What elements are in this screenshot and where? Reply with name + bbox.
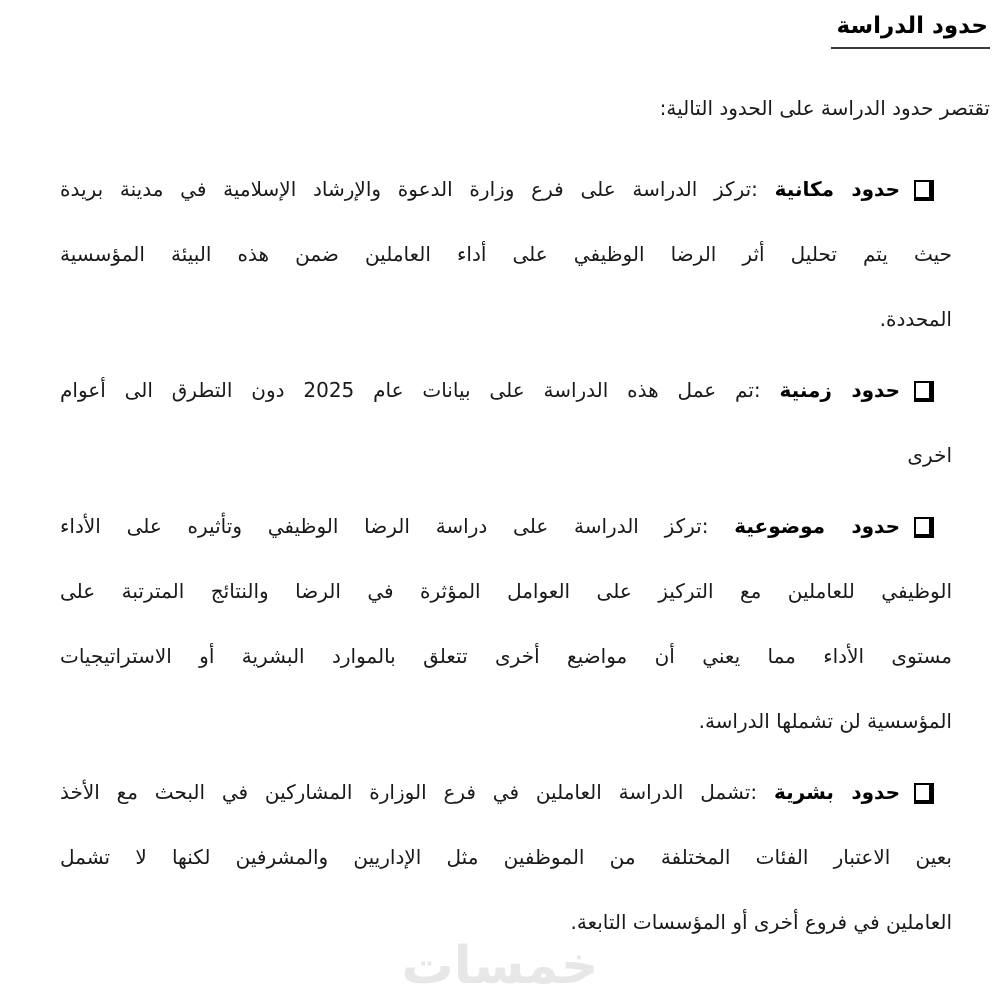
item-heading: حدود بشرية — [773, 780, 901, 804]
limitations-list — [60, 157, 952, 955]
list-item — [60, 358, 952, 488]
item-body-text: :تركز الدراسة على فرع وزارة الدعوة والإرشاد الإسلامية في مدينة بريدة — [60, 177, 758, 201]
square-bullet-icon — [914, 783, 934, 804]
list-item — [60, 157, 952, 352]
item-body-text: :تشمل الدراسة العاملين في فرع الوزارة المشاركين في البحث مع الأخذ — [60, 780, 758, 804]
item-heading: حدود موضوعية — [734, 514, 901, 538]
item-line: المؤسسية لن تشملها الدراسة. — [698, 709, 952, 733]
item-first-line — [60, 494, 952, 559]
item-line: المحددة. — [879, 307, 952, 331]
item-body-text: :تم عمل هذه الدراسة على بيانات عام 2025 دون التطرق الى أعوام — [60, 378, 761, 402]
square-bullet-icon — [914, 381, 934, 402]
square-bullet-icon — [914, 180, 934, 201]
list-item — [60, 760, 952, 955]
item-line: العاملين في فروع أخرى أو المؤسسات التابعة. — [570, 910, 952, 934]
item-line: اخرى — [907, 443, 952, 467]
page-title: حدود الدراسة — [831, 12, 990, 49]
item-line: الوظيفي للعاملين مع التركيز على العوامل المؤثرة في الرضا والنتائج المترتبة على — [60, 579, 952, 603]
item-first-line — [60, 358, 952, 423]
list-item — [60, 494, 952, 754]
square-bullet-icon — [914, 517, 934, 538]
item-body-text: :تركز الدراسة على دراسة الرضا الوظيفي وتأثيره على الأداء — [60, 514, 709, 538]
item-first-line — [60, 760, 952, 825]
item-heading: حدود زمنية — [779, 378, 901, 402]
khamsat-watermark: خمسات — [401, 936, 599, 992]
item-line: مستوى الأداء مما يعني أن مواضيع أخرى تتعلق بالموارد البشرية أو الاستراتيجيات — [60, 644, 952, 668]
item-heading: حدود مكانية — [774, 177, 901, 201]
item-line: بعين الاعتبار الفئات المختلفة من الموظفين مثل الإداريين والمشرفين لكنها لا تشمل — [60, 845, 952, 869]
item-line: حيث يتم تحليل أثر الرضا الوظيفي على أداء العاملين ضمن هذه البيئة المؤسسية — [60, 242, 952, 266]
item-first-line — [60, 157, 952, 222]
intro-text: تقتصر حدود الدراسة على الحدود التالية: — [659, 96, 990, 120]
